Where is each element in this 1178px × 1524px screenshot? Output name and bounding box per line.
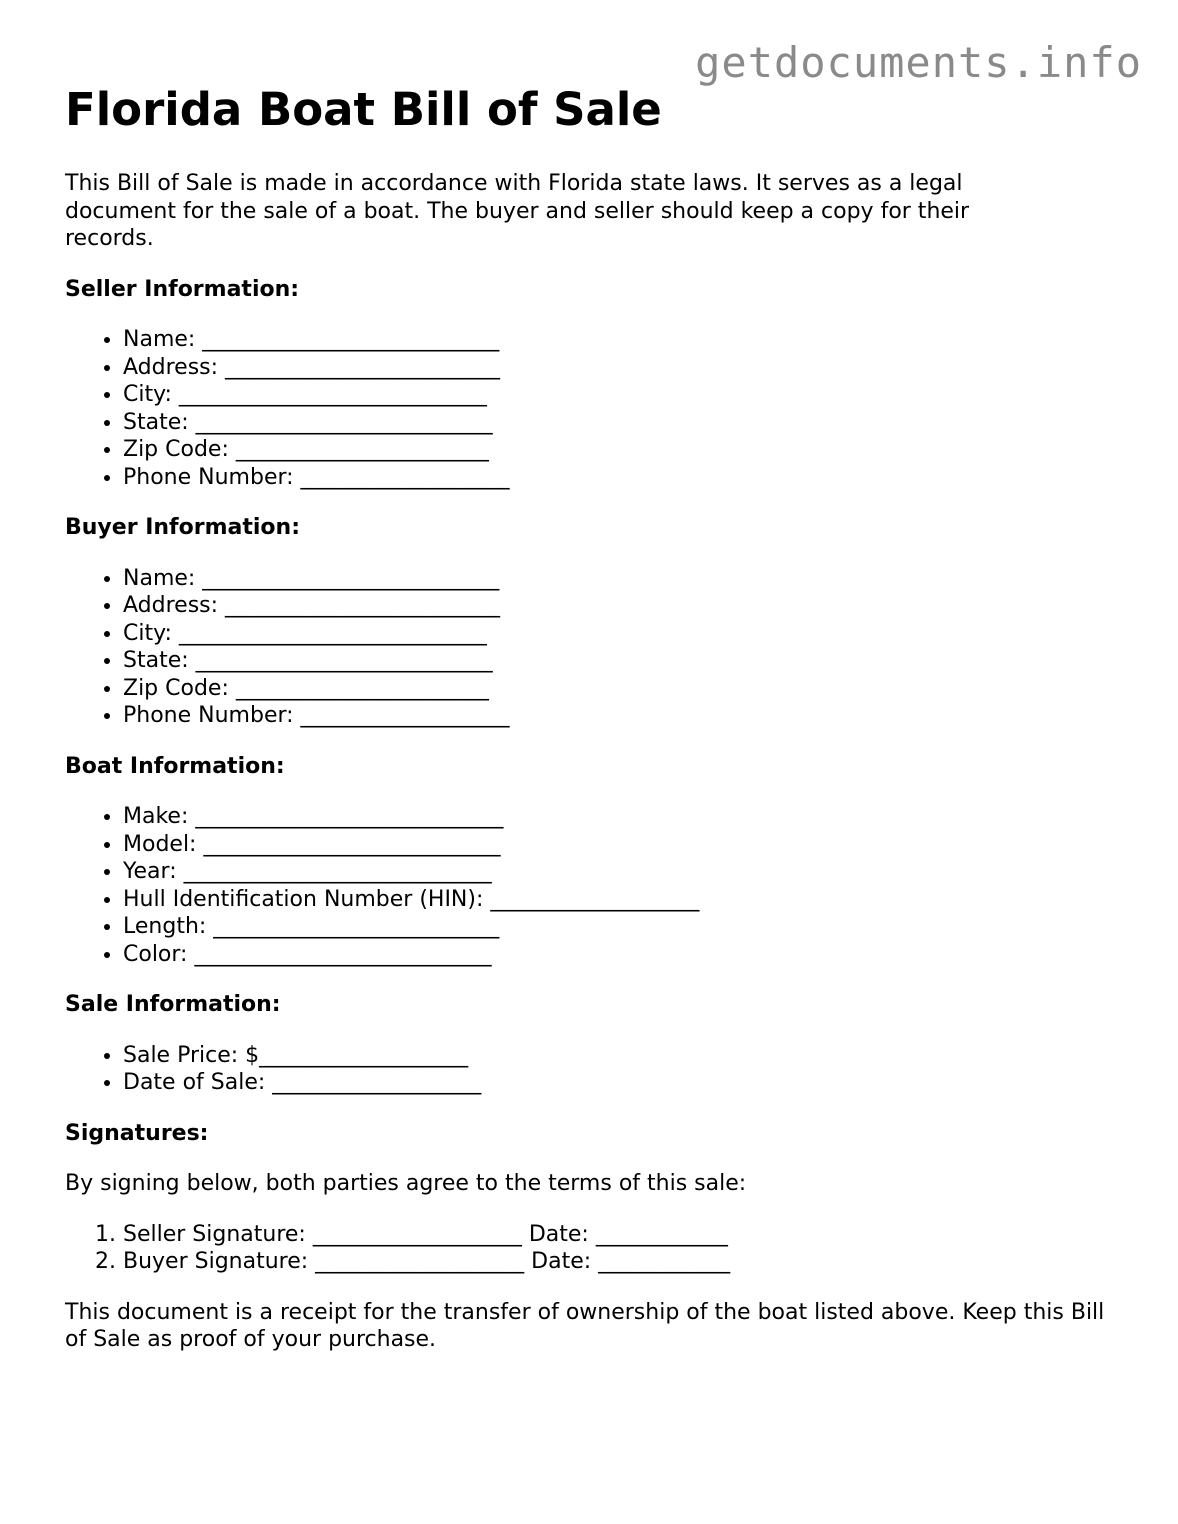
seller-signature-line: 1. Seller Signature: ___________________ Date: ____________ xyxy=(123,1221,1125,1249)
seller-city-field: • City: ____________________________ xyxy=(123,381,1125,409)
signatures-heading: Signatures: xyxy=(65,1120,209,1146)
buyer-phone-field: • Phone Number: ___________________ xyxy=(123,702,1125,730)
intro-paragraph: This Bill of Sale is made in accordance with Florida state laws. It serves as a legal document for the sale of a boat. The buyer and seller should keep a copy for their records. xyxy=(65,171,970,251)
signature-list xyxy=(65,1221,1125,1276)
signatures-intro: By signing below, both parties agree to the terms of this sale: xyxy=(65,1171,747,1196)
buyer-city-field: • City: ____________________________ xyxy=(123,620,1125,648)
boat-length-field: • Length: __________________________ xyxy=(123,913,1125,941)
seller-zip-field: • Zip Code: _______________________ xyxy=(123,436,1125,464)
sale-heading: Sale Information: xyxy=(65,992,281,1017)
document-title: Florida Boat Bill of Sale xyxy=(65,83,662,136)
buyer-field-list xyxy=(65,565,1125,730)
seller-field-list xyxy=(65,326,1125,491)
boat-year-field: • Year: ____________________________ xyxy=(123,858,1125,886)
boat-color-field: • Color: ___________________________ xyxy=(123,941,1125,969)
buyer-name-field: • Name: ___________________________ xyxy=(123,565,1125,593)
boat-make-field: • Make: ____________________________ xyxy=(123,803,1125,831)
sale-date-field: • Date of Sale: ___________________ xyxy=(123,1069,1125,1097)
seller-state-field: • State: ___________________________ xyxy=(123,409,1125,437)
buyer-address-field: • Address: _________________________ xyxy=(123,592,1125,620)
sale-field-list xyxy=(65,1042,1125,1097)
buyer-heading: Buyer Information: xyxy=(65,515,300,540)
sale-price-field: • Sale Price: $___________________ xyxy=(123,1042,1125,1070)
closing-paragraph: This document is a receipt for the transfer of ownership of the boat listed above. Keep this Bill of Sale as proof of your purchase. xyxy=(65,1299,1105,1352)
seller-name-field: • Name: ___________________________ xyxy=(123,326,1125,354)
buyer-signature-line: 2. Buyer Signature: ___________________ Date: ____________ xyxy=(123,1248,1125,1276)
seller-heading: Seller Information: xyxy=(65,276,300,302)
boat-field-list xyxy=(65,803,1125,968)
boat-heading: Boat Information: xyxy=(65,753,285,779)
boat-model-field: • Model: ___________________________ xyxy=(123,831,1125,859)
watermark: getdocuments.info xyxy=(695,38,1142,87)
seller-phone-field: • Phone Number: ___________________ xyxy=(123,464,1125,492)
boat-hin-field: • Hull Identification Number (HIN): ___________________ xyxy=(123,886,1125,914)
seller-address-field: • Address: _________________________ xyxy=(123,354,1125,382)
buyer-state-field: • State: ___________________________ xyxy=(123,647,1125,675)
document-body xyxy=(65,80,1125,1354)
buyer-zip-field: • Zip Code: _______________________ xyxy=(123,675,1125,703)
